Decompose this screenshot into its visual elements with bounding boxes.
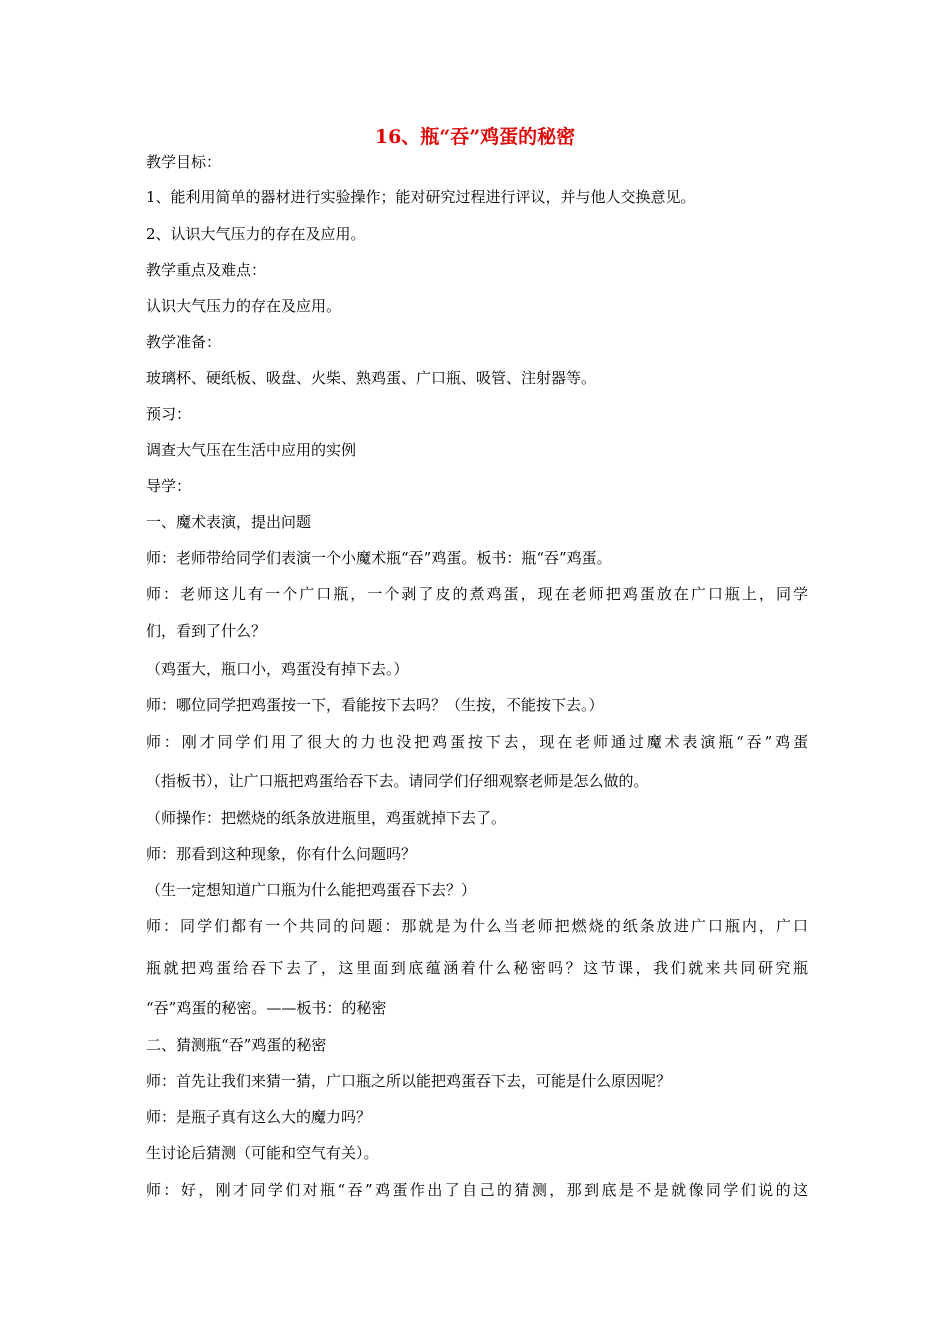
text-line: 师：刚才同学们用了很大的力也没把鸡蛋按下去，现在老师通过魔术表演瓶“吞”鸡蛋 — [146, 733, 808, 751]
document-title: 16、瓶“吞”鸡蛋的秘密 — [374, 126, 576, 148]
text-line: 导学： — [146, 477, 192, 495]
text-line: 1、能利用简单的器材进行实验操作；能对研究过程进行评议，并与他人交换意见。 — [146, 188, 696, 206]
text-line: 师：是瓶子真有这么大的魔力吗？ — [146, 1108, 372, 1126]
text-line: 2、认识大气压力的存在及应用。 — [146, 225, 366, 243]
text-line: 教学准备： — [146, 333, 222, 351]
text-line: 一、魔术表演，提出问题 — [146, 513, 312, 531]
text-line: （生一定想知道广口瓶为什么能把鸡蛋吞下去？） — [146, 881, 477, 899]
text-line: 认识大气压力的存在及应用。 — [146, 297, 342, 315]
text-line: 瓶就把鸡蛋给吞下去了，这里面到底蕴涵着什么秘密吗？这节课，我们就来共同研究瓶 — [146, 959, 808, 977]
text-line: 调查大气压在生活中应用的实例 — [146, 441, 357, 459]
text-line: 二、猜测瓶“吞”鸡蛋的秘密 — [146, 1036, 327, 1054]
text-line: 师：哪位同学把鸡蛋按一下，看能按下去吗？（生按，不能按下去。） — [146, 696, 604, 714]
text-line: 师：那看到这种现象，你有什么问题吗？ — [146, 845, 417, 863]
text-line: 教学目标： — [146, 153, 222, 171]
text-line: 教学重点及难点： — [146, 261, 267, 279]
text-line: 师：首先让我们来猜一猜，广口瓶之所以能把鸡蛋吞下去，可能是什么原因呢？ — [146, 1072, 672, 1090]
text-line: 玻璃杯、硬纸板、吸盘、火柴、熟鸡蛋、广口瓶、吸管、注射器等。 — [146, 369, 597, 387]
text-line: “吞”鸡蛋的秘密。——板书：的秘密 — [146, 999, 387, 1017]
text-line: 预习： — [146, 405, 192, 423]
text-line: 生讨论后猜测（可能和空气有关）。 — [146, 1144, 379, 1162]
text-line: （鸡蛋大，瓶口小，鸡蛋没有掉下去。） — [146, 660, 409, 678]
text-line: 师：同学们都有一个共同的问题：那就是为什么当老师把燃烧的纸条放进广口瓶内，广口 — [146, 917, 808, 935]
text-line: 师：老师带给同学们表演一个小魔术瓶“吞”鸡蛋。板书：瓶“吞”鸡蛋。 — [146, 549, 612, 567]
text-line: 们，看到了什么？ — [146, 622, 267, 640]
text-line: （指板书），让广口瓶把鸡蛋给吞下去。请同学们仔细观察老师是怎么做的。 — [146, 772, 649, 790]
text-line: 师：老师这儿有一个广口瓶，一个剥了皮的煮鸡蛋，现在老师把鸡蛋放在广口瓶上，同学 — [146, 585, 808, 603]
text-line: （师操作：把燃烧的纸条放进瓶里，鸡蛋就掉下去了。 — [146, 809, 507, 827]
text-line: 师：好，刚才同学们对瓶“吞”鸡蛋作出了自己的猜测，那到底是不是就像同学们说的这 — [146, 1181, 808, 1199]
